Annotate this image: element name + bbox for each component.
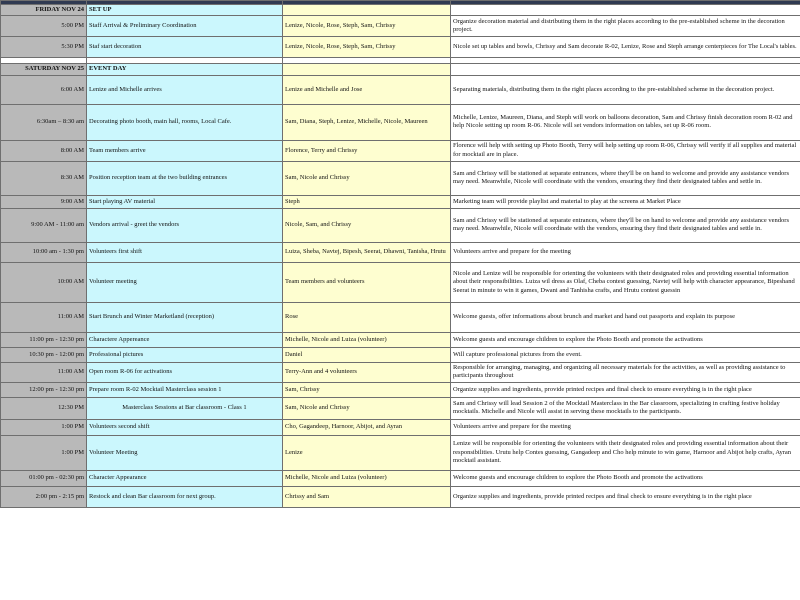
activity-cell: SET UP <box>87 5 283 16</box>
who-cell: Nicole, Sam, and Chrissy <box>283 208 451 242</box>
details-cell: Sam and Chrissy will be stationed at separate entrances, where they'll be on hand to welcome and provide any assistance vendors may need. Meanwhile, Nicole will coordinate with the vendors, ensuring they find their designated tables and settle in. <box>451 208 800 242</box>
who-cell: Lenize and Michelle and Jose <box>283 75 451 104</box>
activity-cell: Start playing AV material <box>87 195 283 208</box>
time-cell: 01:00 pm - 02:30 pm <box>1 470 87 486</box>
who-cell <box>283 5 451 16</box>
schedule-row <box>1 262 800 302</box>
details-cell: Florence will help with setting up Photo Booth, Terry will help setting up room R-06, Chrissy will verify if all supplies and material for mocktail are in place. <box>451 140 800 161</box>
who-cell: Sam, Nicole and Chrissy <box>283 397 451 419</box>
activity-cell: Start Brunch and Winter Marketland (reception) <box>87 302 283 332</box>
schedule-row <box>1 486 800 507</box>
time-cell: 10:30 pm - 12:00 pm <box>1 347 87 362</box>
activity-cell: EVENT DAY <box>87 64 283 75</box>
time-cell: 10:00 am - 1:30 pm <box>1 242 87 262</box>
activity-cell: Vendors arrival - greet the vendors <box>87 208 283 242</box>
time-cell: 10:00 AM <box>1 262 87 302</box>
details-cell: Marketing team will provide playlist and material to play at the screens at Market Place <box>451 195 800 208</box>
time-cell: 1:00 PM <box>1 419 87 435</box>
schedule-body <box>1 1 800 508</box>
who-cell: Chrissy and Sam <box>283 486 451 507</box>
who-cell: Florence, Terry and Chrissy <box>283 140 451 161</box>
details-cell: Responsible for arranging, managing, and organizing all necessary materials for the activities, as well as providing assistance to participants throughout <box>451 362 800 382</box>
activity-cell: Team members arrive <box>87 140 283 161</box>
schedule-row <box>1 140 800 161</box>
schedule-row <box>1 208 800 242</box>
schedule-row <box>1 470 800 486</box>
who-cell: Michelle, Nicole and Luiza (volunteer) <box>283 470 451 486</box>
time-cell: 5:30 PM <box>1 37 87 58</box>
time-cell: 12:00 pm - 12:30 pm <box>1 382 87 397</box>
schedule-row <box>1 362 800 382</box>
time-cell: 8:30 AM <box>1 161 87 195</box>
who-cell: Daniel <box>283 347 451 362</box>
details-cell: Welcome guests, offer informations about brunch and market and hand out passports and explain its purpose <box>451 302 800 332</box>
who-cell: Michelle, Nicole and Luiza (volunteer) <box>283 332 451 347</box>
activity-cell: Staf start decoration <box>87 37 283 58</box>
who-cell: Team members and volunteers <box>283 262 451 302</box>
schedule-row <box>1 419 800 435</box>
details-cell: Volunteers arrive and prepare for the meeting <box>451 242 800 262</box>
activity-cell: Decorating photo booth, main hall, rooms, Local Cafe. <box>87 104 283 140</box>
day-header-row <box>1 5 800 16</box>
time-cell: 1:00 PM <box>1 435 87 470</box>
time-cell: 9:00 AM <box>1 195 87 208</box>
details-cell: Sam and Chrissy will be stationed at separate entrances, where they'll be on hand to welcome and provide any assistance vendors may need. Meanwhile, Nicole will coordinate with the vendors, ensuring they find their designated tables and settle in. <box>451 161 800 195</box>
schedule-row <box>1 161 800 195</box>
schedule-row <box>1 195 800 208</box>
who-cell: Lenize, Nicole, Rose, Steph, Sam, Chrissy <box>283 16 451 37</box>
activity-cell: Charactere Appereance <box>87 332 283 347</box>
activity-cell: Open room R-06 for activations <box>87 362 283 382</box>
time-cell: 11:00 AM <box>1 302 87 332</box>
who-cell: Steph <box>283 195 451 208</box>
activity-cell: Position reception team at the two building entrances <box>87 161 283 195</box>
details-cell: Welcome guests and encourage children to explore the Photo Booth and promote the activations <box>451 332 800 347</box>
details-cell: Nicole set up tables and bowls, Chrissy and Sam decorate R-02, Lenize, Rose and Steph arrange centerpieces for The Local's tables. <box>451 37 800 58</box>
activity-cell: Restock and clean Bar classroom for next group. <box>87 486 283 507</box>
who-cell: Lenize <box>283 435 451 470</box>
activity-cell: Volunteers first shift <box>87 242 283 262</box>
who-cell: Terry-Ann and 4 volunteers <box>283 362 451 382</box>
details-cell: Volunteers arrive and prepare for the meeting <box>451 419 800 435</box>
details-cell: Michelle, Lenize, Maureen, Diana, and Steph will work on balloons decoration, Sam and Chrissy finish decoration room R-02 and help Nicole setting up room R-06. Nicole will set vendors information on tables, set up R-06 room. <box>451 104 800 140</box>
details-cell: Organize supplies and ingredients, provide printed recipes and final check to ensure everything is in the right place <box>451 486 800 507</box>
time-cell: 11:00 AM <box>1 362 87 382</box>
schedule-row <box>1 347 800 362</box>
who-cell: Lenize, Nicole, Rose, Steph, Sam, Chrissy <box>283 37 451 58</box>
who-cell: Sam, Chrissy <box>283 382 451 397</box>
details-cell: Organize supplies and ingredients, provide printed recipes and final check to ensure everything is in the right place <box>451 382 800 397</box>
who-cell: Rose <box>283 302 451 332</box>
details-cell: Welcome guests and encourage children to explore the Photo Booth and promote the activations <box>451 470 800 486</box>
details-cell: Lenize will be responsible for orienting the volunteers with their designated roles and providing essential information about their responsibilities. Urutu help Contes guessing, Gangadeep and Cho help minute to win game, Harnoor and Abijot help crafts, Ayran mocktail assistant. <box>451 435 800 470</box>
activity-cell: Volunteers second shift <box>87 419 283 435</box>
time-cell: 11:00 pm - 12:30 pm <box>1 332 87 347</box>
schedule-row <box>1 435 800 470</box>
day-header-row <box>1 64 800 75</box>
time-cell: 12:30 PM <box>1 397 87 419</box>
schedule-row <box>1 242 800 262</box>
time-cell: 6:00 AM <box>1 75 87 104</box>
time-cell: 9:00 AM - 11:00 am <box>1 208 87 242</box>
schedule-row <box>1 16 800 37</box>
details-cell: Nicole and Lenize will be responsible for orienting the volunteers with their designated roles and providing essential information about their responsibilities. Luiza wil dress as Olaf, Cheba contest guessing, Navtej will help with character appearance, Bipeshand Seerat in minute to win it games, Dwani and Tanhisha crafts, and Hrutu contest guessin <box>451 262 800 302</box>
who-cell: Sam, Diana, Steph, Lenize, Michelle, Nicole, Maureen <box>283 104 451 140</box>
schedule-row <box>1 104 800 140</box>
time-cell: 6:30am – 8:30 am <box>1 104 87 140</box>
details-cell: Organize decoration material and distributing them in the right places according to the pre-established scheme in the decoration project. <box>451 16 800 37</box>
activity-cell: Prepare room R-02 Mocktail Masterclass session 1 <box>87 382 283 397</box>
schedule-row <box>1 302 800 332</box>
who-cell: Cho, Gagandeep, Harnoor, Abijot, and Ayran <box>283 419 451 435</box>
activity-cell: Character Appearance <box>87 470 283 486</box>
who-cell <box>283 64 451 75</box>
schedule-row <box>1 37 800 58</box>
who-cell: Luiza, Sheba, Navtej, Bipesh, Seerat, Dhawni, Tanisha, Hrutu <box>283 242 451 262</box>
details-cell: Will capture professional pictures from the event. <box>451 347 800 362</box>
activity-cell: Volunteer meeting <box>87 262 283 302</box>
schedule-row <box>1 75 800 104</box>
time-cell: 8:00 AM <box>1 140 87 161</box>
activity-cell: Professional pictures <box>87 347 283 362</box>
schedule-row <box>1 397 800 419</box>
activity-cell: Volunteer Meeting <box>87 435 283 470</box>
details-cell <box>451 64 800 75</box>
who-cell: Sam, Nicole and Chrissy <box>283 161 451 195</box>
details-cell: Separating materials, distributing them in the right places according to the pre-established scheme in the decoration project. <box>451 75 800 104</box>
activity-cell: Staff Arrival & Preliminary Coordination <box>87 16 283 37</box>
activity-cell: Masterclass Sessions at Bar classroom - Class 1 <box>87 397 283 419</box>
schedule-row <box>1 332 800 347</box>
time-cell: 5:00 PM <box>1 16 87 37</box>
details-cell <box>451 5 800 16</box>
schedule-row <box>1 382 800 397</box>
time-cell: 2:00 pm - 2:15 pm <box>1 486 87 507</box>
time-cell: FRIDAY NOV 24 <box>1 5 87 16</box>
activity-cell: Lenize and Michelle arrives <box>87 75 283 104</box>
details-cell: Sam and Chrissy will lead Session 2 of the Mocktail Masterclass in the Bar classroom, specializing in crafting festive holiday mocktails. Michelle and Nicole will assist in serving these mocktails to the participants. <box>451 397 800 419</box>
time-cell: SATURDAY NOV 25 <box>1 64 87 75</box>
